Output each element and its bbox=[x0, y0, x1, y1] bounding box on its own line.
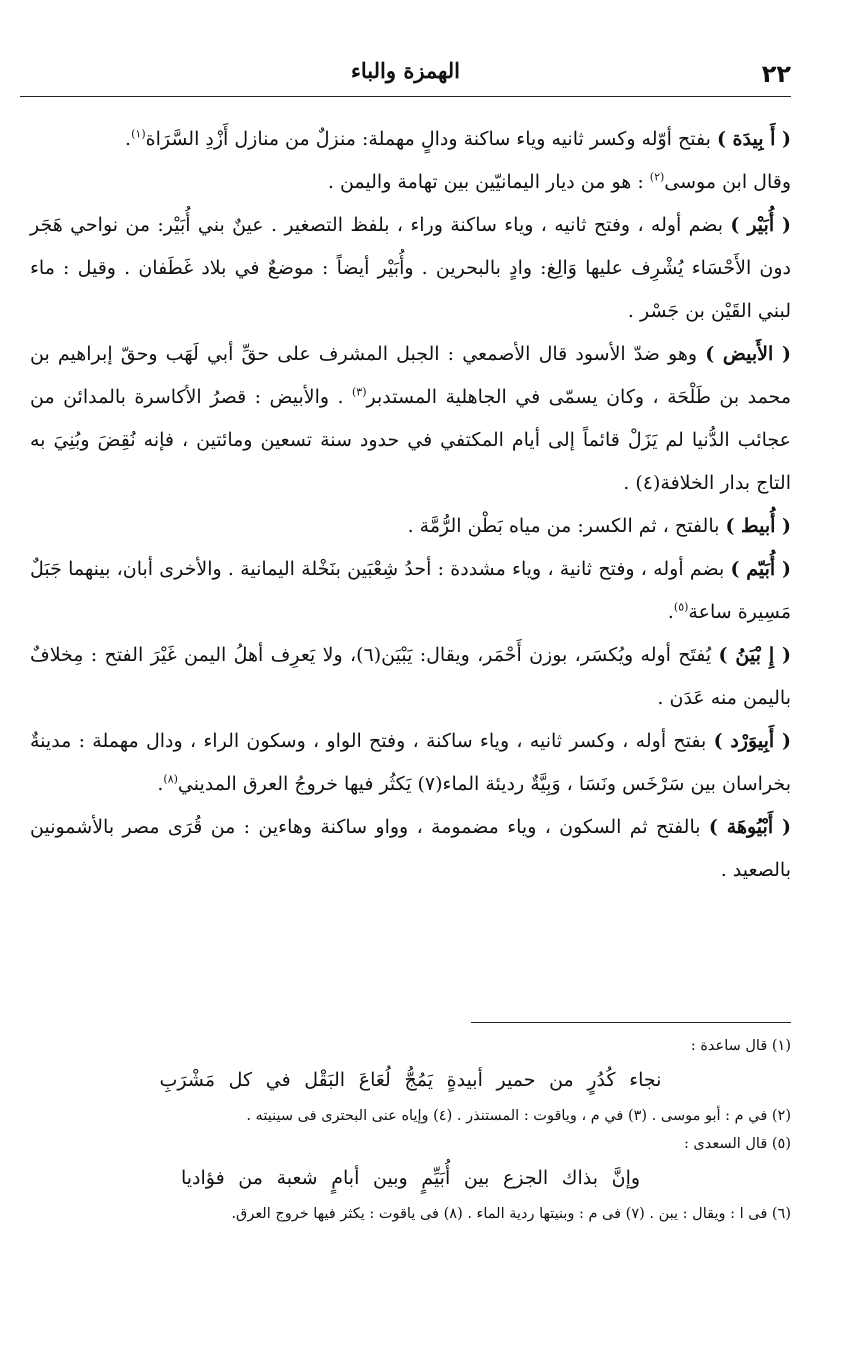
entry-tail: : هو من ديار اليمانيّين بين تهامة واليمن . bbox=[327, 171, 650, 193]
verse-2 bbox=[30, 1158, 791, 1198]
entry-text: بضم أوله ، وفتح ثانيه ، وياء ساكنة وراء ، بلفظ التصغير . عينٌ بني أُبَيْر: من نواحي هَجَر دون الأَحْسَاء يُشْرِف عليها وَالِغ: وادٍ بالبحرين . وأُبَيْر أيضاً : موضعٌ في بلاد غَطَفان . وقيل : ماء لبني القَيْن بن جَسْر . bbox=[30, 214, 791, 322]
entry-text: بضم أوله ، وفتح ثانية ، وياء مشددة : أحدُ شِعْبَين بنَخْلة اليمانية . والأخرى أبان، بينهما جَبَلٌ مَسِيرة ساعة bbox=[30, 558, 791, 623]
page-header bbox=[20, 52, 791, 97]
entry-ubayyim bbox=[30, 548, 791, 634]
entry-text: يُفتَح أوله ويُكسَر، بوزن أَحْمَر، ويقال: يَبْيَن(٦)، ولا يَعرِف أهلُ اليمن غَيْرَ الفتح : مِخلافٌ باليمن منه عَدَن . bbox=[30, 644, 791, 709]
entry-text: بالفتح ثم السكون ، وياء مضمومة ، وواو ساكنة وهاءين : من قُرَى مصر بالأشمونين بالصعيد . bbox=[30, 816, 791, 881]
footnote-1-label: (١) قال ساعدة : bbox=[690, 1038, 791, 1054]
entry-tail: . bbox=[667, 601, 674, 623]
footnote-ref: (١) bbox=[131, 127, 146, 141]
entry-text: بالفتح ، ثم الكسر: من مياه بَطْن الرُّمَّة . bbox=[407, 515, 726, 537]
body-text bbox=[30, 118, 791, 892]
footnote-separator bbox=[471, 1022, 791, 1023]
entry-tail: . bbox=[157, 773, 164, 795]
entry-text: بفتح أوّله وكسر ثانيه وياء ساكنة ودالٍ مهملة: منزلٌ من منازل أَزْدِ السَّرَاة bbox=[145, 128, 717, 150]
footnote-ref: (٣) bbox=[352, 385, 367, 399]
headword: ( أُبَيّم ) bbox=[730, 558, 792, 580]
entry-tail: . bbox=[125, 128, 132, 150]
headword: ( أُبيط ) bbox=[725, 515, 791, 537]
entry-abida bbox=[30, 118, 791, 161]
footnote-5-label: (٥) قال السعدى : bbox=[683, 1136, 791, 1152]
footnote-ref: (٨) bbox=[163, 772, 178, 786]
headword: ( أُبَيْر ) bbox=[730, 214, 792, 236]
footnotes bbox=[30, 1032, 791, 1228]
entry-ubit bbox=[30, 505, 791, 548]
headword: ( أَبْيُوهَة ) bbox=[708, 816, 791, 838]
entry-text: بفتح أوله ، وكسر ثانيه ، وياء ساكنة ، وفتح الواو ، وسكون الراء ، ودال مهملة : مدينةٌ بخراسان بين سَرْخَس ونَسَا ، وَبِيَّةٌ رديئة الماء(٧) يَكثُر فيها خروجُ العرق المديني bbox=[30, 730, 791, 795]
entry-text: وهو ضدّ الأسود قال الأصمعي : الجبل المشرف على حقِّ أبي لَهَب وحقّ إبراهيم بن محمد بن طَلْحَة ، وكان يسمّى في الجاهلية المستدبر bbox=[30, 343, 791, 408]
headword: ( الأَبيض ) bbox=[705, 343, 791, 365]
entry-text: وقال ابن موسى bbox=[664, 171, 791, 193]
footnote-ref: (٢) bbox=[649, 170, 665, 184]
entry-tail: . والأبيض : قصرُ الأكاسرة بالمدائن من عجائب الدُّنيا لم يَزَلْ قائماً إلى أيام المكتفي في حدود سنة تسعين ومائتين ، فإنه نُقِضَ وبُنِيَ به التاج بدار الخلافة(٤) . bbox=[30, 386, 791, 494]
running-head: الهمزة والباء bbox=[351, 58, 460, 83]
entry-al-abyad bbox=[30, 333, 791, 505]
verse-2-hemistich-b: وبين أبامٍ شعبة من فؤاديا bbox=[180, 1167, 408, 1189]
entry-abyuha bbox=[30, 806, 791, 892]
entry-ibyan bbox=[30, 634, 791, 720]
headword: ( أَبِيوَرْد ) bbox=[713, 730, 791, 752]
verse-1-hemistich-b: يَمُجُّ لُعَاعَ البَقْل في كل مَشْرَبِ bbox=[159, 1069, 433, 1091]
entry-ubayr bbox=[30, 204, 791, 333]
footnote-ref: (٥) bbox=[673, 600, 689, 614]
footnotes-6-8: (٦) فى ا : ويقال : يبن . (٧) فى م : وبنيتها ردية الماء . (٨) فى ياقوت : يكثر فيها خروج العرق. bbox=[231, 1206, 791, 1222]
headword: ( إِ بْيَنُ ) bbox=[718, 644, 791, 666]
page-number: ٢٢ bbox=[761, 60, 791, 88]
entry-abiward bbox=[30, 720, 791, 806]
entry-abida-cont bbox=[30, 161, 791, 204]
headword: ( أَ بِيدَة ) bbox=[716, 128, 791, 150]
verse-2-hemistich-a: وإنَّ بذاك الجزع بين أُبَيِّمٍ bbox=[421, 1167, 641, 1189]
verse-1-hemistich-a: نجاء كُدُرٍ من حمير أبيدةٍ bbox=[446, 1069, 662, 1091]
verse-1 bbox=[30, 1060, 791, 1100]
footnotes-2-4: (٢) في م : أبو موسى . (٣) في م ، وياقوت : المستنذر . (٤) وإياه عنى البحترى فى سينيته . bbox=[246, 1108, 791, 1124]
